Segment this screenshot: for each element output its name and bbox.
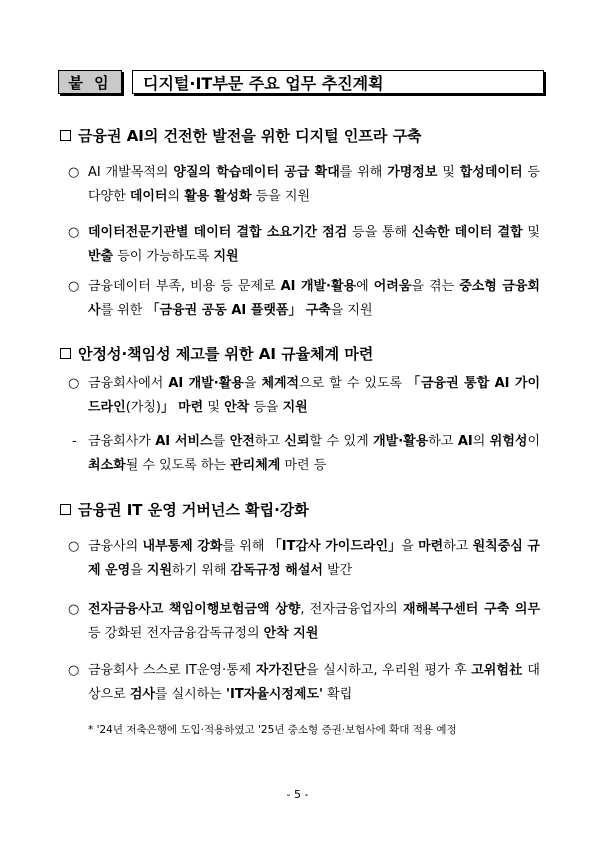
- bold-text-segment: 자가진단: [255, 663, 307, 678]
- bold-text-segment: 안착 지원: [263, 626, 319, 641]
- text-segment: 하고: [443, 539, 473, 554]
- text-segment: 마련 등: [280, 458, 327, 473]
- bold-text-segment: 「금융권 공동 AI 플랫폼」: [146, 303, 302, 318]
- bold-text-segment: 안착: [224, 400, 250, 415]
- bold-text-segment: 지원: [213, 249, 239, 264]
- bold-text-segment: 「IT감사 가이드라인」: [268, 539, 402, 554]
- sub-list-item-text: [88, 430, 540, 478]
- bold-text-segment: 위험성: [489, 434, 528, 449]
- text-segment: 를 실시하는: [154, 687, 226, 702]
- text-segment: 을 지원: [330, 303, 373, 318]
- text-segment: 대상으로: [88, 663, 540, 702]
- section-heading-1: [60, 125, 540, 146]
- bold-text-segment: 'IT자율시정제도': [226, 687, 324, 702]
- bold-text-segment: 내부통제 강화: [142, 539, 223, 554]
- bold-text-segment: 구축: [305, 303, 331, 318]
- circle-bullet-icon: ○: [68, 539, 80, 554]
- text-segment: , 전자금융업자의: [300, 602, 404, 617]
- circle-bullet-icon: ○: [68, 225, 80, 240]
- text-segment: 및: [203, 400, 225, 415]
- list-item-text: [88, 275, 540, 323]
- list-item-text: [88, 659, 540, 707]
- list-item: [68, 659, 540, 707]
- text-segment: 금융회사가: [88, 434, 156, 449]
- circle-bullet-icon: ○: [68, 663, 80, 678]
- bold-text-segment: 신속한 데이터 결합: [411, 225, 523, 240]
- dash-bullet-icon: -: [72, 434, 77, 449]
- bold-text-segment: 신뢰: [284, 434, 310, 449]
- bold-text-segment: AI 개발·활용: [168, 376, 244, 391]
- attachment-tag: 붙 임: [58, 70, 122, 94]
- circle-bullet-icon: ○: [68, 165, 80, 180]
- bold-text-segment: 지원: [282, 400, 308, 415]
- text-segment: 할 수 있게: [309, 434, 374, 449]
- text-segment: 를 위해: [222, 539, 269, 554]
- footnote: * '24년 저축은행에 도입·적용하였고 '25년 중소형 증권·보험사에 확대 적용 예정: [88, 724, 457, 736]
- bold-text-segment: 개발·활용: [373, 434, 429, 449]
- bold-text-segment: AI: [457, 434, 473, 449]
- bold-text-segment: 반출: [88, 249, 114, 264]
- list-item-text: [88, 372, 540, 420]
- text-segment: 이: [527, 434, 541, 449]
- section-heading-2: [60, 343, 540, 364]
- bold-text-segment: 안전: [229, 434, 255, 449]
- text-segment: AI 개발목적의: [88, 165, 174, 180]
- bold-text-segment: AI 서비스: [155, 434, 213, 449]
- text-segment: 등을: [249, 400, 283, 415]
- page-number: - 5 -: [286, 788, 309, 801]
- text-segment: 으로 할 수 있도록: [299, 376, 408, 391]
- attachment-title-row: [58, 70, 544, 98]
- bold-text-segment: 활용 활성화: [184, 189, 252, 204]
- text-segment: 의: [472, 434, 490, 449]
- bold-text-segment: 최소화: [88, 458, 126, 473]
- text-segment: 을 겪는: [411, 279, 460, 294]
- bold-text-segment: 고위험社: [471, 663, 523, 678]
- section-heading-text: 안정성·책임성 제고를 위한 AI 규율체계 마련: [78, 345, 374, 363]
- bold-text-segment: 어려움: [373, 279, 412, 294]
- list-item: [68, 161, 540, 209]
- bold-text-segment: 중소형 금융회사: [88, 279, 540, 318]
- text-segment: 및: [437, 165, 460, 180]
- list-item: [68, 535, 540, 583]
- bold-text-segment: 관리체계: [230, 458, 281, 473]
- text-segment: 될 수 있도록 하는: [125, 458, 231, 473]
- bold-text-segment: 검사: [129, 687, 155, 702]
- list-item-text: [88, 161, 540, 209]
- text-segment: 금융데이터 부족, 비용 등 문제로: [88, 279, 281, 294]
- text-segment: 금융사의: [88, 539, 143, 554]
- text-segment: 등이 가능하도록: [113, 249, 214, 264]
- bold-text-segment: 가명정보: [387, 165, 438, 180]
- circle-bullet-icon: ○: [68, 376, 80, 391]
- bold-text-segment: 합성데이터: [459, 165, 523, 180]
- text-segment: 하고: [254, 434, 285, 449]
- circle-bullet-icon: ○: [68, 279, 80, 294]
- text-segment: 금융회사 스스로 IT운영·통제: [88, 663, 256, 678]
- bold-text-segment: 체계적: [261, 376, 300, 391]
- section-heading-text: 금융권 AI의 건전한 발전을 위한 디지털 인프라 구축: [78, 127, 422, 145]
- bold-text-segment: 데이터: [129, 189, 168, 204]
- bold-text-segment: 감독규정 해설서: [230, 563, 323, 578]
- sub-list-item: [72, 430, 540, 478]
- text-segment: 에: [356, 279, 374, 294]
- section-heading-text: 금융권 IT 운영 거버넌스 확립·강화: [78, 501, 309, 519]
- list-item: [68, 221, 540, 269]
- text-segment: 을: [401, 539, 419, 554]
- list-item-text: [88, 221, 540, 269]
- text-segment: 하고: [428, 434, 458, 449]
- text-segment: 발간: [322, 563, 353, 578]
- text-segment: 확립: [323, 687, 353, 702]
- circle-bullet-icon: ○: [68, 602, 80, 617]
- text-segment: 를 위한: [100, 303, 147, 318]
- text-segment: 금융회사에서: [88, 376, 169, 391]
- list-item: [68, 372, 540, 420]
- bold-text-segment: 「금융권 통합 AI 가이드라인: [88, 376, 540, 415]
- bold-text-segment: 데이터전문기관별 데이터 결합 소요기간 점검: [88, 225, 348, 240]
- text-segment: 및: [522, 225, 540, 240]
- text-segment: 등 다양한: [88, 165, 540, 204]
- text-segment: 를: [212, 434, 230, 449]
- text-segment: 의: [167, 189, 185, 204]
- bold-text-segment: 원칙중심 규제 운영: [88, 539, 540, 578]
- list-item: [68, 275, 540, 323]
- list-item: [68, 598, 540, 646]
- text-segment: 을: [130, 563, 147, 578]
- bold-text-segment: 재해복구센터 구축 의무: [403, 602, 541, 617]
- bold-text-segment: 마련: [178, 400, 204, 415]
- text-segment: 등을 지원: [251, 189, 311, 204]
- bold-text-segment: 전자금융사고 책임이행보험금액 상향: [88, 602, 301, 617]
- text-segment: 등 강화된 전자금융감독규정의: [88, 626, 264, 641]
- square-bullet-icon: [60, 130, 71, 141]
- bold-text-segment: 지원: [146, 563, 173, 578]
- document-title: 디지털·IT부문 주요 업무 추진계획: [132, 70, 544, 94]
- section-heading-3: [60, 499, 540, 520]
- text-segment: 하기 위해: [172, 563, 231, 578]
- bold-text-segment: 양질의 학습데이터 공급 확대: [173, 165, 340, 180]
- text-segment: 등을 통해: [347, 225, 412, 240]
- bold-text-segment: 」: [160, 400, 174, 415]
- square-bullet-icon: [60, 504, 71, 515]
- text-segment: 을: [243, 376, 262, 391]
- text-segment: (가칭): [125, 400, 161, 415]
- square-bullet-icon: [60, 348, 71, 359]
- text-segment: 을 실시하고, 우리원 평가 후: [306, 663, 472, 678]
- list-item-text: [88, 598, 540, 646]
- bold-text-segment: 마련: [418, 539, 444, 554]
- text-segment: 를 위해: [339, 165, 388, 180]
- bold-text-segment: AI 개발·활용: [280, 279, 357, 294]
- list-item-text: [88, 535, 540, 583]
